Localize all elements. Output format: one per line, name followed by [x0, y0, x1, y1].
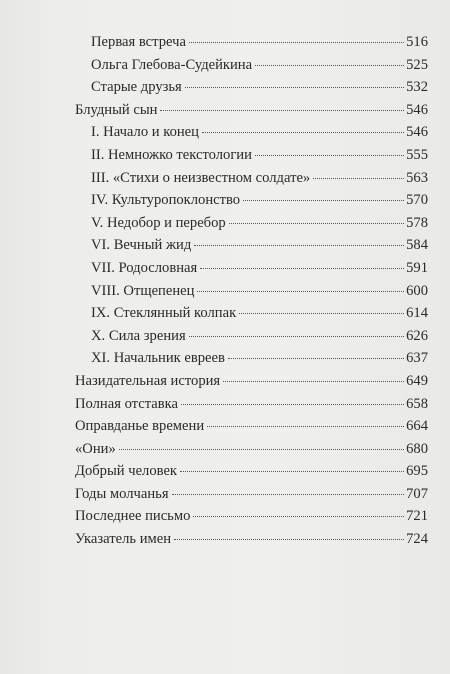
- dot-leader: [255, 154, 404, 156]
- toc-entry-page-number: 658: [406, 395, 428, 412]
- toc-entry-page-number: 680: [406, 440, 428, 457]
- dot-leader: [160, 109, 404, 111]
- dot-leader: [200, 267, 404, 269]
- toc-entry-title: IX. Стеклянный колпак: [91, 305, 237, 322]
- toc-entry: [75, 189, 428, 212]
- toc-entry-page-number: 637: [406, 350, 428, 367]
- toc-entry: [75, 257, 428, 280]
- dot-leader: [181, 403, 404, 405]
- toc-entry-page-number: 649: [406, 372, 428, 389]
- toc-entry: [75, 234, 428, 257]
- toc-entry-page-number: 555: [406, 146, 428, 163]
- toc-entry-page-number: 532: [406, 79, 428, 96]
- dot-leader: [243, 199, 404, 201]
- toc-entry-title: Первая встреча: [91, 34, 186, 50]
- toc-entry-title: «Они»: [75, 440, 116, 457]
- toc-entry-title: X. Сила зрения: [91, 327, 186, 344]
- dot-leader: [119, 448, 404, 450]
- toc-entry-page-number: 664: [406, 418, 428, 435]
- toc-entry-title: Оправданье времени: [75, 418, 205, 435]
- toc-entry: [75, 438, 428, 461]
- dot-leader: [194, 244, 404, 246]
- toc-entry: [75, 212, 428, 235]
- toc-entry: [75, 144, 428, 167]
- toc-entry-page-number: 600: [406, 282, 428, 299]
- dot-leader: [313, 177, 404, 179]
- toc-entry-title: Назидательная история: [75, 372, 221, 389]
- dot-leader: [189, 41, 404, 43]
- toc-entry-page-number: 614: [406, 305, 428, 322]
- toc-entry-title: XI. Начальник евреев: [91, 350, 225, 367]
- toc-entry: [75, 121, 428, 144]
- toc-entry: [75, 528, 428, 551]
- toc-entry: [75, 99, 428, 122]
- toc-entry-title: IV. Культуропоклонство: [91, 192, 241, 209]
- toc-entry-title: Последнее письмо: [75, 508, 191, 525]
- toc-entry-title: Ольга Глебова-Судейкина: [91, 56, 253, 73]
- toc-entry: [75, 280, 428, 303]
- dot-leader: [172, 493, 405, 495]
- dot-leader: [193, 515, 404, 517]
- toc-entry-title: Блудный сын: [75, 101, 158, 118]
- toc-entry: [75, 325, 428, 348]
- dot-leader: [207, 425, 404, 427]
- toc-entry-title: VI. Вечный жид: [91, 237, 192, 254]
- toc-entry-page-number: 584: [406, 237, 428, 254]
- toc-entry-page-number: 546: [406, 101, 428, 118]
- dot-leader: [255, 64, 404, 66]
- toc-entry-title: III. «Стихи о неизвестном солдате»: [91, 169, 311, 186]
- toc-entry: [75, 483, 428, 506]
- dot-leader: [228, 357, 404, 359]
- toc-entry-page-number: 695: [406, 463, 428, 480]
- toc-entry-title: I. Начало и конец: [91, 124, 199, 141]
- dot-leader: [223, 380, 404, 382]
- dot-leader: [239, 312, 404, 314]
- toc-entry-title: II. Немножко текстологии: [91, 146, 252, 163]
- toc-entry-title: V. Недобор и перебор: [91, 214, 226, 231]
- toc-entry-title: VIII. Отщепенец: [91, 282, 195, 299]
- toc-entry-title: Старые друзья: [91, 79, 182, 96]
- dot-leader: [202, 131, 404, 133]
- toc-entry: [75, 31, 428, 54]
- toc-entry: [75, 347, 428, 370]
- toc-entry-page-number: 525: [406, 56, 428, 73]
- toc-entry: [75, 54, 428, 77]
- toc-entry: [75, 302, 428, 325]
- dot-leader: [189, 335, 404, 337]
- toc-entry-page-number: 626: [406, 327, 428, 344]
- dot-leader: [174, 538, 404, 540]
- toc-entry: [75, 505, 428, 528]
- toc-entry-title: VII. Родословная: [91, 259, 198, 276]
- toc-entry-page-number: 707: [406, 485, 428, 502]
- toc-entry-page-number: 563: [406, 169, 428, 186]
- toc-entry-title: Добрый человек: [75, 463, 178, 480]
- toc-entry-title: Годы молчанья: [75, 485, 169, 502]
- dot-leader: [229, 222, 404, 224]
- toc-entry-title: Полная отставка: [75, 395, 178, 412]
- toc-entry: [75, 76, 428, 99]
- toc-entry: [75, 393, 428, 416]
- toc-entry-page-number: 591: [406, 259, 428, 276]
- table-of-contents: [75, 31, 428, 551]
- toc-entry-page-number: 546: [406, 124, 428, 141]
- toc-entry-page-number: 516: [406, 34, 428, 50]
- toc-entry-title: Указатель имен: [75, 531, 172, 548]
- toc-entry-page-number: 578: [406, 214, 428, 231]
- dot-leader: [197, 290, 404, 292]
- toc-entry: [75, 415, 428, 438]
- toc-entry: [75, 167, 428, 190]
- toc-entry-page-number: 724: [406, 531, 428, 548]
- toc-entry-page-number: 721: [406, 508, 428, 525]
- toc-entry: [75, 460, 428, 483]
- toc-entry-page-number: 570: [406, 192, 428, 209]
- dot-leader: [185, 86, 404, 88]
- dot-leader: [180, 470, 404, 472]
- toc-entry: [75, 370, 428, 393]
